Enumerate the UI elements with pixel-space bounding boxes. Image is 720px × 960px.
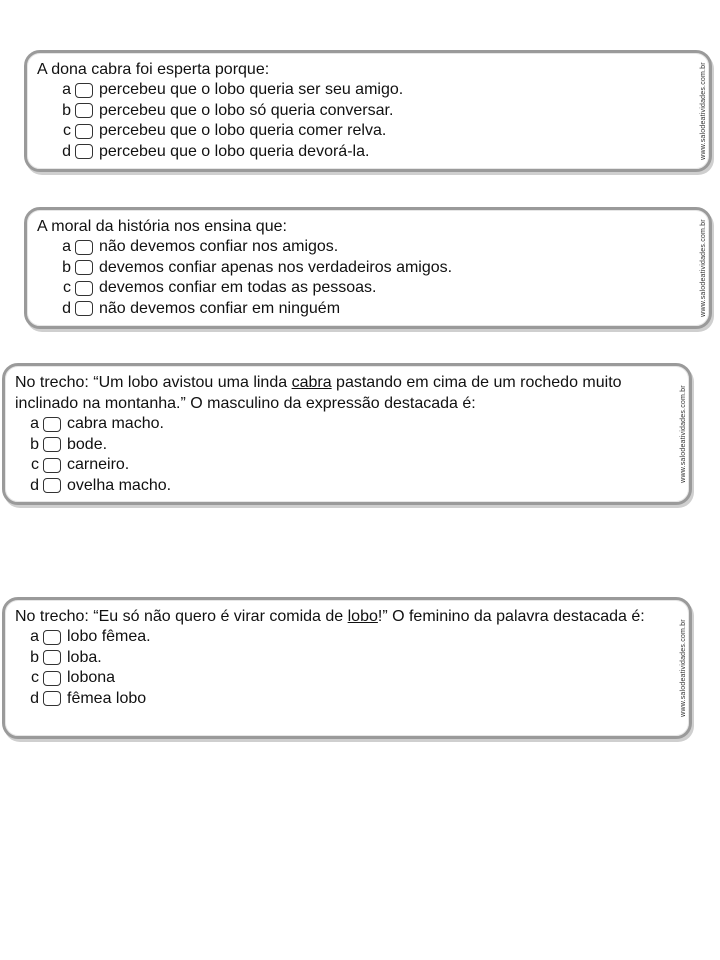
answer-checkbox[interactable] <box>75 260 93 275</box>
answer-checkbox[interactable] <box>43 417 61 432</box>
option-letter: a <box>62 238 71 256</box>
question-text: A dona cabra foi esperta porque: <box>37 61 270 78</box>
highlighted-word: lobo <box>347 608 378 625</box>
option-letter: d <box>62 142 71 160</box>
option-label: percebeu que o lobo queria comer relva. <box>99 122 387 140</box>
option-a <box>47 237 679 258</box>
question-text: A moral da história nos ensina que: <box>37 218 287 235</box>
option-letter: b <box>30 435 39 453</box>
option-letter: a <box>30 415 39 433</box>
option-label: devemos confiar em todas as pessoas. <box>99 279 377 297</box>
highlighted-word: cabra <box>291 374 332 391</box>
option-letter: b <box>62 101 71 119</box>
option-b <box>47 101 679 122</box>
option-b <box>15 435 659 456</box>
answer-checkbox[interactable] <box>43 458 61 473</box>
answer-checkbox[interactable] <box>75 103 93 118</box>
option-label: percebeu que o lobo só queria conversar. <box>99 101 394 119</box>
option-b <box>47 258 679 279</box>
option-d <box>15 689 659 710</box>
answer-checkbox[interactable] <box>43 630 61 645</box>
option-label: carneiro. <box>67 456 130 474</box>
question-text <box>15 606 659 627</box>
answer-checkbox[interactable] <box>43 691 61 706</box>
option-letter: d <box>30 476 39 494</box>
options-list <box>37 80 679 162</box>
option-letter: c <box>63 279 71 297</box>
option-letter: d <box>62 299 71 317</box>
options-list <box>15 627 659 709</box>
question-text-part: pastando em cima de um rochedo muito inclinado na montanha.” O masculino da expressão destacada é: <box>15 374 622 412</box>
watermark-text: www.salodeatividades.com.br <box>700 62 707 160</box>
option-label: lobona <box>67 669 116 687</box>
option-a <box>15 414 659 435</box>
option-d <box>47 142 679 163</box>
option-c <box>15 668 659 689</box>
watermark-text: www.salodeatividades.com.br <box>680 619 687 717</box>
option-letter: b <box>30 648 39 666</box>
option-c <box>47 278 679 299</box>
option-label: cabra macho. <box>67 415 164 433</box>
question-text-part: No trecho: “Um lobo avistou uma linda <box>15 374 292 391</box>
answer-checkbox[interactable] <box>43 478 61 493</box>
options-list <box>37 237 679 319</box>
option-label: não devemos confiar nos amigos. <box>99 238 339 256</box>
answer-checkbox[interactable] <box>43 671 61 686</box>
option-label: percebeu que o lobo queria ser seu amigo. <box>99 81 404 99</box>
option-letter: a <box>62 81 71 99</box>
answer-checkbox[interactable] <box>75 281 93 296</box>
answer-checkbox[interactable] <box>75 301 93 316</box>
option-letter: c <box>63 122 71 140</box>
option-label: fêmea lobo <box>67 689 147 707</box>
question-card-4 <box>2 597 692 739</box>
option-letter: c <box>31 669 39 687</box>
answer-checkbox[interactable] <box>43 437 61 452</box>
option-letter: c <box>31 456 39 474</box>
option-letter: a <box>30 628 39 646</box>
option-c <box>47 121 679 142</box>
option-label: loba. <box>67 648 102 666</box>
option-b <box>15 648 659 669</box>
question-card-2 <box>24 207 712 329</box>
watermark-text: www.salodeatividades.com.br <box>680 385 687 483</box>
answer-checkbox[interactable] <box>43 650 61 665</box>
option-label: não devemos confiar em ninguém <box>99 299 341 317</box>
option-label: ovelha macho. <box>67 476 172 494</box>
option-c <box>15 455 659 476</box>
answer-checkbox[interactable] <box>75 240 93 255</box>
answer-checkbox[interactable] <box>75 83 93 98</box>
question-text-part: No trecho: “Eu só não quero é virar comida de <box>15 608 348 625</box>
option-label: devemos confiar apenas nos verdadeiros amigos. <box>99 258 453 276</box>
option-letter: b <box>62 258 71 276</box>
question-text <box>15 372 659 414</box>
option-a <box>47 80 679 101</box>
answer-checkbox[interactable] <box>75 124 93 139</box>
option-label: bode. <box>67 435 108 453</box>
option-d <box>47 299 679 320</box>
answer-checkbox[interactable] <box>75 144 93 159</box>
option-label: percebeu que o lobo queria devorá-la. <box>99 142 370 160</box>
option-d <box>15 476 659 497</box>
question-card-3 <box>2 363 692 505</box>
option-letter: d <box>30 689 39 707</box>
options-list <box>15 414 659 496</box>
option-label: lobo fêmea. <box>67 628 151 646</box>
option-a <box>15 627 659 648</box>
question-card-1 <box>24 50 712 172</box>
watermark-text: www.salodeatividades.com.br <box>700 219 707 317</box>
question-text-part: !” O feminino da palavra destacada é: <box>377 608 645 625</box>
